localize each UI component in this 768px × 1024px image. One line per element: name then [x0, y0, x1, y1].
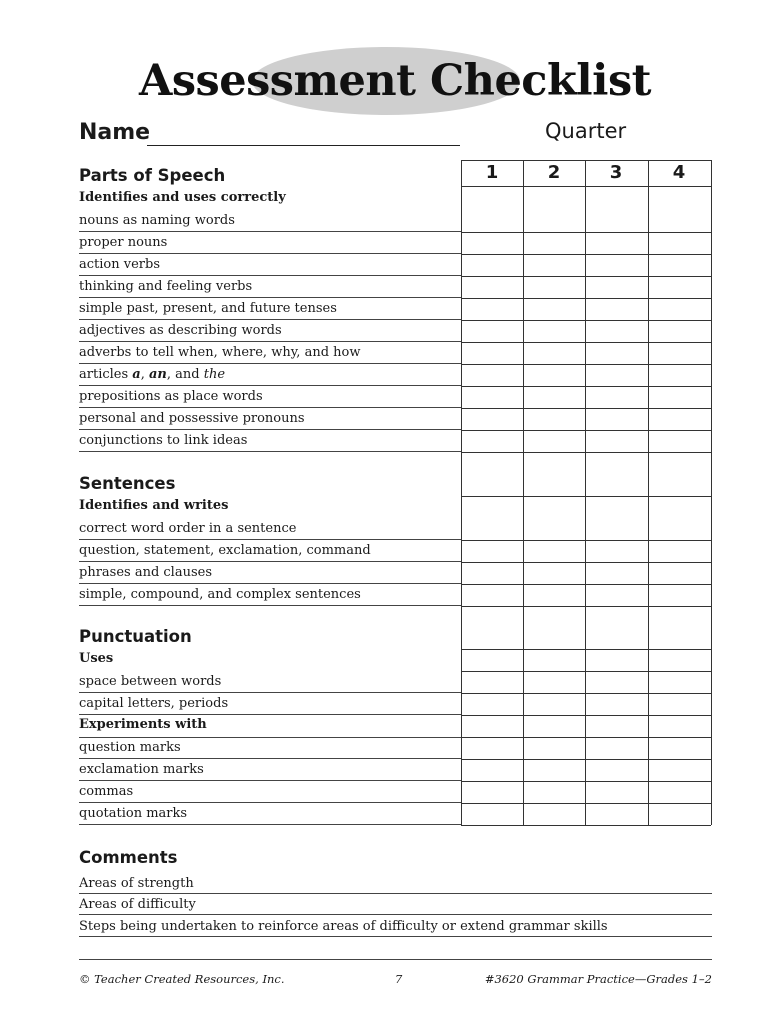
checklist-item — [79, 737, 461, 759]
checklist-row-label: proper nouns — [79, 235, 168, 250]
comment-line[interactable] — [79, 938, 712, 960]
check-cell[interactable] — [648, 452, 710, 496]
quarter-column-header: 3 — [609, 162, 623, 183]
checklist-item — [79, 759, 461, 781]
check-cell[interactable] — [523, 430, 585, 452]
check-cell[interactable] — [523, 408, 585, 430]
comments-heading: Comments — [79, 848, 178, 867]
check-cell[interactable] — [648, 803, 710, 825]
check-cell[interactable] — [648, 584, 710, 606]
check-cell[interactable] — [461, 496, 523, 540]
check-cell[interactable] — [461, 737, 523, 759]
check-cell[interactable] — [461, 584, 523, 606]
checklist-item — [79, 232, 461, 254]
check-cell[interactable] — [523, 186, 585, 232]
check-cell[interactable] — [648, 298, 710, 320]
check-cell[interactable] — [461, 781, 523, 803]
checklist-row-label: Identifies and uses correctly — [79, 190, 286, 205]
check-cell[interactable] — [648, 342, 710, 364]
check-cell[interactable] — [585, 232, 647, 254]
check-cell[interactable] — [648, 562, 710, 584]
quarter-column-header: 4 — [672, 162, 686, 183]
quarter-column-header: 1 — [485, 162, 499, 183]
check-cell[interactable] — [648, 320, 710, 342]
check-cell[interactable] — [461, 320, 523, 342]
check-cell[interactable] — [585, 671, 647, 693]
grid-line — [461, 825, 711, 826]
check-cell[interactable] — [523, 254, 585, 276]
check-cell[interactable] — [461, 540, 523, 562]
footer-copyright: © Teacher Created Resources, Inc. — [79, 972, 285, 986]
checklist-row-label: simple past, present, and future tenses — [79, 301, 337, 316]
check-cell[interactable] — [461, 298, 523, 320]
check-cell[interactable] — [461, 671, 523, 693]
check-cell[interactable] — [585, 430, 647, 452]
checklist-item — [79, 693, 461, 715]
check-cell[interactable] — [648, 693, 710, 715]
check-cell[interactable] — [648, 232, 710, 254]
check-cell[interactable] — [523, 342, 585, 364]
checklist-item — [79, 430, 461, 452]
check-cell[interactable] — [523, 386, 585, 408]
check-cell[interactable] — [461, 606, 523, 649]
check-cell[interactable] — [648, 671, 710, 693]
check-cell[interactable] — [523, 496, 585, 540]
checklist-row-label: simple, compound, and complex sentences — [79, 587, 361, 602]
check-cell[interactable] — [648, 781, 710, 803]
checklist-item — [79, 386, 461, 408]
check-cell[interactable] — [523, 298, 585, 320]
check-cell[interactable] — [585, 496, 647, 540]
title-area — [0, 44, 768, 116]
checklist-item — [79, 276, 461, 298]
check-cell[interactable] — [585, 803, 647, 825]
check-cell[interactable] — [648, 186, 710, 232]
check-cell[interactable] — [523, 232, 585, 254]
check-cell[interactable] — [523, 737, 585, 759]
comment-line-label: Areas of strength — [79, 876, 194, 891]
checklist-row-label: phrases and clauses — [79, 565, 213, 580]
checklist-row-label: articles a, an, and the — [79, 367, 226, 382]
check-cell[interactable] — [461, 562, 523, 584]
checklist-item — [79, 408, 461, 430]
check-cell[interactable] — [648, 386, 710, 408]
checklist-row-label: exclamation marks — [79, 762, 204, 777]
section-heading: Sentences — [79, 474, 176, 493]
check-cell[interactable] — [461, 452, 523, 496]
check-cell[interactable] — [648, 759, 710, 781]
check-cell[interactable] — [648, 364, 710, 386]
checklist-row-label: thinking and feeling verbs — [79, 279, 253, 294]
check-cell[interactable] — [461, 693, 523, 715]
check-cell[interactable] — [461, 649, 523, 671]
checklist-subheading — [79, 649, 461, 671]
check-cell[interactable] — [461, 342, 523, 364]
check-cell[interactable] — [648, 737, 710, 759]
check-cell[interactable] — [523, 320, 585, 342]
checklist-row-label: prepositions as place words — [79, 389, 263, 404]
check-cell[interactable] — [648, 276, 710, 298]
checklist-item — [79, 364, 461, 386]
check-cell[interactable] — [461, 254, 523, 276]
section-heading: Punctuation — [79, 627, 192, 646]
checklist-row-label: question marks — [79, 740, 181, 755]
check-cell[interactable] — [648, 430, 710, 452]
checklist-row-label: personal and possessive pronouns — [79, 411, 305, 426]
checklist-row-label: question, statement, exclamation, command — [79, 543, 371, 558]
grid-column-line — [711, 160, 712, 825]
comment-line[interactable] — [79, 872, 712, 894]
check-cell[interactable] — [461, 276, 523, 298]
check-cell[interactable] — [523, 276, 585, 298]
checklist-row-label: capital letters, periods — [79, 696, 229, 711]
check-cell[interactable] — [523, 781, 585, 803]
check-cell[interactable] — [585, 540, 647, 562]
check-cell[interactable] — [585, 737, 647, 759]
checklist-item — [79, 210, 461, 232]
section-heading: Parts of Speech — [79, 166, 226, 185]
comment-line-label: Areas of difficulty — [79, 897, 196, 912]
check-cell[interactable] — [648, 254, 710, 276]
check-cell[interactable] — [585, 781, 647, 803]
check-cell[interactable] — [523, 540, 585, 562]
check-cell[interactable] — [523, 671, 585, 693]
quarter-column-header: 2 — [547, 162, 561, 183]
check-cell[interactable] — [461, 408, 523, 430]
checklist-item — [79, 584, 461, 606]
check-cell[interactable] — [585, 562, 647, 584]
check-cell[interactable] — [648, 496, 710, 540]
checklist-subheading — [79, 188, 461, 210]
check-cell[interactable] — [648, 715, 710, 737]
checklist-item — [79, 671, 461, 693]
check-cell[interactable] — [648, 649, 710, 671]
check-cell[interactable] — [585, 276, 647, 298]
checklist-item — [79, 803, 461, 825]
check-cell[interactable] — [461, 232, 523, 254]
check-cell[interactable] — [523, 562, 585, 584]
checklist-subheading — [79, 715, 461, 738]
footer-page-number: 7 — [395, 972, 403, 986]
quarter-label: Quarter — [545, 119, 627, 143]
check-cell[interactable] — [523, 803, 585, 825]
check-cell[interactable] — [461, 430, 523, 452]
checklist-item — [79, 298, 461, 320]
check-cell[interactable] — [648, 606, 710, 649]
checklist-item — [79, 781, 461, 803]
check-cell[interactable] — [585, 254, 647, 276]
check-cell[interactable] — [585, 715, 647, 737]
check-cell[interactable] — [523, 693, 585, 715]
check-cell[interactable] — [461, 186, 523, 232]
checklist-item — [79, 254, 461, 276]
checklist-row-label: quotation marks — [79, 806, 188, 821]
checklist-subheading — [79, 496, 461, 518]
check-cell[interactable] — [585, 759, 647, 781]
grid-line — [461, 160, 711, 161]
check-cell[interactable] — [523, 606, 585, 649]
name-field[interactable] — [147, 145, 460, 146]
check-cell[interactable] — [523, 715, 585, 737]
page-title: Assessment Checklist — [138, 56, 652, 106]
check-cell[interactable] — [585, 649, 647, 671]
checklist-row-label: adjectives as describing words — [79, 323, 282, 338]
checklist-row-label: nouns as naming words — [79, 213, 235, 228]
check-cell[interactable] — [461, 386, 523, 408]
checklist-row-label: adverbs to tell when, where, why, and how — [79, 345, 361, 360]
check-cell[interactable] — [585, 606, 647, 649]
check-cell[interactable] — [461, 364, 523, 386]
check-cell[interactable] — [648, 408, 710, 430]
check-cell[interactable] — [585, 452, 647, 496]
check-cell[interactable] — [523, 364, 585, 386]
check-cell[interactable] — [461, 715, 523, 737]
check-cell[interactable] — [523, 584, 585, 606]
checklist-row-label: action verbs — [79, 257, 160, 272]
check-cell[interactable] — [585, 298, 647, 320]
checklist-row-label: correct word order in a sentence — [79, 521, 297, 536]
check-cell[interactable] — [461, 803, 523, 825]
check-cell[interactable] — [585, 186, 647, 232]
check-cell[interactable] — [585, 320, 647, 342]
checklist-row-label: space between words — [79, 674, 222, 689]
check-cell[interactable] — [585, 386, 647, 408]
checklist-item — [79, 342, 461, 364]
check-cell[interactable] — [585, 693, 647, 715]
footer-book-title: #3620 Grammar Practice—Grades 1–2 — [484, 972, 712, 986]
name-label: Name — [79, 120, 151, 145]
check-cell[interactable] — [585, 364, 647, 386]
comment-line[interactable] — [79, 915, 712, 937]
check-cell[interactable] — [585, 342, 647, 364]
checklist-row-label: Experiments with — [79, 717, 207, 732]
checklist-row-label: Uses — [79, 651, 114, 666]
checklist-item — [79, 562, 461, 584]
check-cell[interactable] — [523, 759, 585, 781]
check-cell[interactable] — [523, 649, 585, 671]
check-cell[interactable] — [648, 540, 710, 562]
checklist-item — [79, 320, 461, 342]
comment-line[interactable] — [79, 893, 712, 915]
check-cell[interactable] — [523, 452, 585, 496]
checklist-item — [79, 518, 461, 540]
check-cell[interactable] — [585, 584, 647, 606]
checklist-item — [79, 540, 461, 562]
comment-line-label: Steps being undertaken to reinforce areas of difficulty or extend grammar skills — [79, 919, 608, 934]
checklist-row-label: conjunctions to link ideas — [79, 433, 248, 448]
check-cell[interactable] — [585, 408, 647, 430]
checklist-row-label: Identifies and writes — [79, 498, 229, 513]
checklist-row-label: commas — [79, 784, 134, 799]
check-cell[interactable] — [461, 759, 523, 781]
